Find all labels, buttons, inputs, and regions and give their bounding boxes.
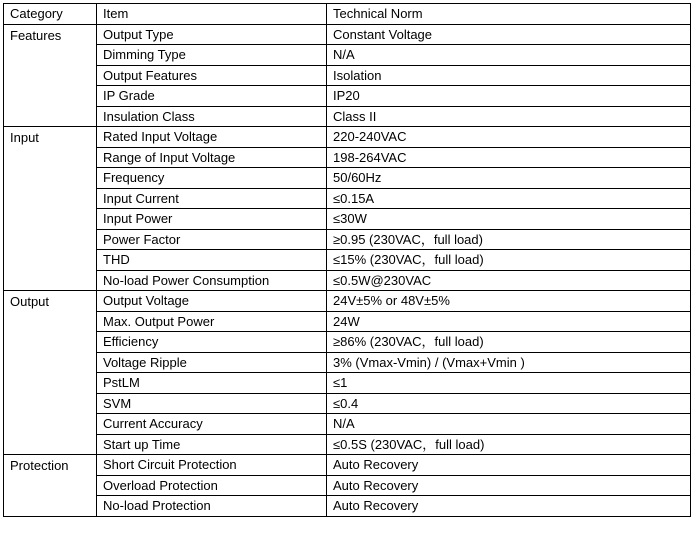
table-row	[4, 352, 691, 373]
item-cell: Output Voltage	[97, 291, 327, 312]
norm-cell: 198-264VAC	[327, 147, 691, 168]
table-row	[4, 455, 691, 476]
norm-cell: ≤30W	[327, 209, 691, 230]
header-category: Category	[4, 4, 97, 25]
table-row	[4, 209, 691, 230]
norm-cell: ≤0.4	[327, 393, 691, 414]
item-cell: Input Current	[97, 188, 327, 209]
spec-table-body	[4, 24, 691, 516]
norm-cell: Constant Voltage	[327, 24, 691, 45]
header-item: Item	[97, 4, 327, 25]
item-cell: Range of Input Voltage	[97, 147, 327, 168]
table-row	[4, 414, 691, 435]
item-cell: Current Accuracy	[97, 414, 327, 435]
table-row	[4, 373, 691, 394]
table-row	[4, 65, 691, 86]
item-cell: Dimming Type	[97, 45, 327, 66]
item-cell: Efficiency	[97, 332, 327, 353]
item-cell: Start up Time	[97, 434, 327, 455]
norm-cell: ≥0.95 (230VAC，full load)	[327, 229, 691, 250]
table-row	[4, 24, 691, 45]
norm-cell: Class II	[327, 106, 691, 127]
item-cell: Overload Protection	[97, 475, 327, 496]
norm-cell: Auto Recovery	[327, 496, 691, 517]
item-cell: Insulation Class	[97, 106, 327, 127]
table-row	[4, 106, 691, 127]
item-cell: Voltage Ripple	[97, 352, 327, 373]
norm-cell: N/A	[327, 414, 691, 435]
norm-cell: ≤1	[327, 373, 691, 394]
table-row	[4, 168, 691, 189]
table-row	[4, 496, 691, 517]
table-row	[4, 434, 691, 455]
norm-cell: 24W	[327, 311, 691, 332]
header-technical-norm: Technical Norm	[327, 4, 691, 25]
item-cell: No-load Power Consumption	[97, 270, 327, 291]
category-cell: Features	[4, 24, 97, 127]
norm-cell: Auto Recovery	[327, 455, 691, 476]
norm-cell: ≤0.5W@230VAC	[327, 270, 691, 291]
norm-cell: ≤0.15A	[327, 188, 691, 209]
table-row	[4, 311, 691, 332]
norm-cell: 24V±5% or 48V±5%	[327, 291, 691, 312]
category-cell: Input	[4, 127, 97, 291]
item-cell: Frequency	[97, 168, 327, 189]
norm-cell: ≤15% (230VAC，full load)	[327, 250, 691, 271]
item-cell: IP Grade	[97, 86, 327, 107]
item-cell: Input Power	[97, 209, 327, 230]
table-row	[4, 127, 691, 148]
norm-cell: N/A	[327, 45, 691, 66]
item-cell: THD	[97, 250, 327, 271]
item-cell: Power Factor	[97, 229, 327, 250]
table-row	[4, 250, 691, 271]
table-row	[4, 475, 691, 496]
header-row	[4, 4, 691, 25]
table-row	[4, 147, 691, 168]
table-row	[4, 86, 691, 107]
spec-table	[3, 3, 691, 517]
item-cell: Max. Output Power	[97, 311, 327, 332]
norm-cell: ≤0.5S (230VAC，full load)	[327, 434, 691, 455]
table-row	[4, 270, 691, 291]
item-cell: Short Circuit Protection	[97, 455, 327, 476]
item-cell: Output Type	[97, 24, 327, 45]
item-cell: Rated Input Voltage	[97, 127, 327, 148]
table-row	[4, 229, 691, 250]
norm-cell: Isolation	[327, 65, 691, 86]
item-cell: SVM	[97, 393, 327, 414]
table-row	[4, 188, 691, 209]
table-row	[4, 332, 691, 353]
item-cell: No-load Protection	[97, 496, 327, 517]
norm-cell: ≥86% (230VAC，full load)	[327, 332, 691, 353]
table-row	[4, 291, 691, 312]
norm-cell: IP20	[327, 86, 691, 107]
category-cell: Output	[4, 291, 97, 455]
item-cell: PstLM	[97, 373, 327, 394]
category-cell: Protection	[4, 455, 97, 517]
norm-cell: Auto Recovery	[327, 475, 691, 496]
table-row	[4, 393, 691, 414]
norm-cell: 50/60Hz	[327, 168, 691, 189]
item-cell: Output Features	[97, 65, 327, 86]
norm-cell: 3% (Vmax-Vmin) / (Vmax+Vmin )	[327, 352, 691, 373]
norm-cell: 220-240VAC	[327, 127, 691, 148]
table-row	[4, 45, 691, 66]
